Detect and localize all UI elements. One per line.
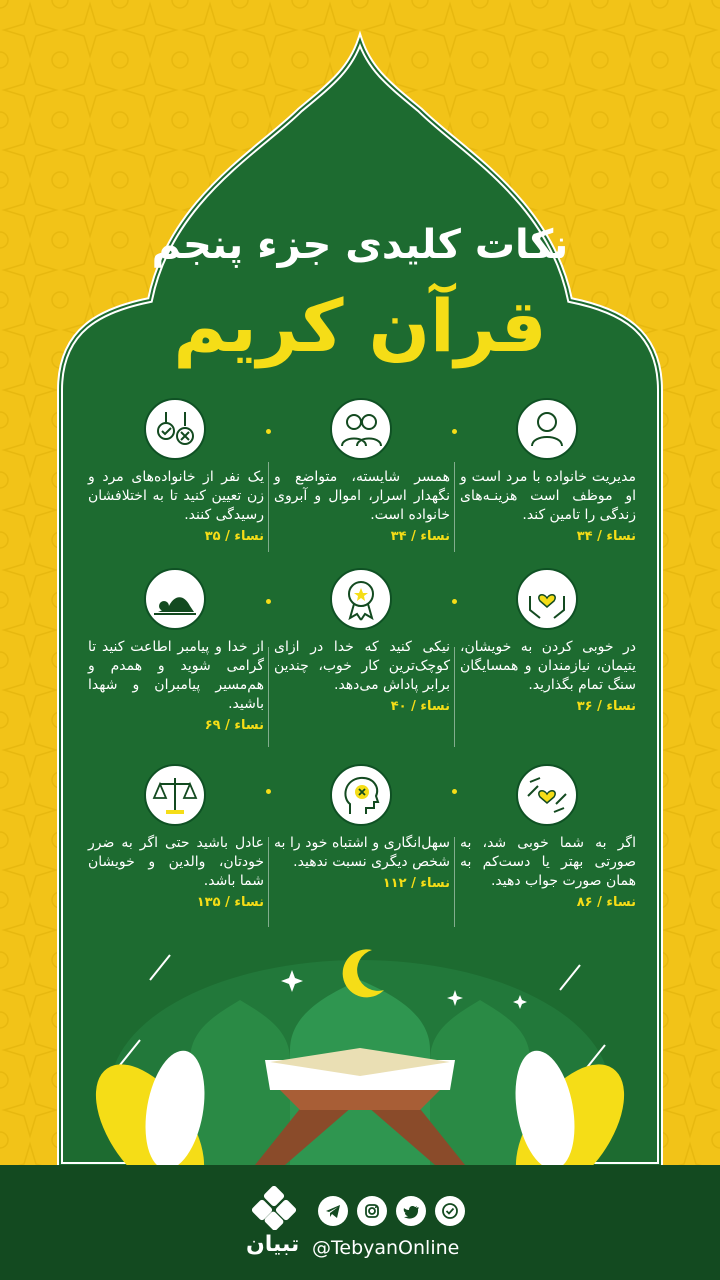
page-title: نکات کلیدی جزء پنجم bbox=[151, 222, 569, 268]
tip-text: همسر شایسته، متواضع و نگهدار اسرار، اموال و آبروی خانواده است. نساء / ۳۴ bbox=[274, 469, 450, 544]
man-icon bbox=[516, 398, 578, 460]
tip-text: عادل باشید حتی اگر به ضرر خودتان، والدین و خویشان شما باشد. نساء / ۱۳۵ bbox=[88, 835, 264, 910]
check-badge-icon[interactable] bbox=[435, 1196, 465, 1226]
tip-reference: نساء / ۳۵ bbox=[204, 529, 264, 544]
tip-card bbox=[270, 398, 456, 578]
telegram-icon[interactable] bbox=[318, 1196, 348, 1226]
couple-icon bbox=[330, 398, 392, 460]
tip-card bbox=[84, 398, 270, 578]
tip-reference: نساء / ۱۱۲ bbox=[382, 876, 450, 891]
tebyan-logo-icon bbox=[252, 1186, 296, 1230]
hands-heart-icon bbox=[516, 568, 578, 630]
tip-text: در خوبی کردن به خویشان، یتیمان، نیازمندان و همسایگان سنگ تمام بگذارید. نساء / ۳۶ bbox=[460, 639, 636, 714]
head-mistake-icon bbox=[330, 764, 392, 826]
tip-text: مدیریت خانواده با مرد است و او موظف است هزینـه‌های زندگی را تامین کند. نساء / ۳۴ bbox=[460, 469, 636, 544]
social-handle[interactable]: @TebyanOnline bbox=[312, 1237, 460, 1259]
tip-card bbox=[84, 764, 270, 944]
prayer-prostration-icon bbox=[144, 568, 206, 630]
instagram-icon[interactable] bbox=[357, 1196, 387, 1226]
tip-reference: نساء / ۱۳۵ bbox=[196, 895, 264, 910]
tip-reference: نساء / ۳۴ bbox=[576, 529, 636, 544]
tip-card bbox=[84, 568, 270, 748]
award-medal-icon bbox=[330, 568, 392, 630]
tip-card bbox=[456, 398, 642, 578]
tip-reference: نساء / ۴۰ bbox=[390, 699, 450, 714]
brand-name: تبیان bbox=[246, 1232, 300, 1257]
twitter-icon[interactable] bbox=[396, 1196, 426, 1226]
tip-card bbox=[456, 568, 642, 748]
tip-text: یک نفر از خانواده‌های مرد و زن تعیین کنید تا به اختلافشان رسیدگی کنند. نساء / ۳۵ bbox=[88, 469, 264, 544]
judge-arbitration-icon bbox=[144, 398, 206, 460]
tip-text: سهل‌انگاری و اشتباه خود را به شخص دیگری نسبت ندهید. نساء / ۱۱۲ bbox=[274, 835, 450, 891]
tip-text: نیکی کنید که خدا در ازای کوچک‌ترین کار خوب، چندین برابر پاداش می‌دهد. نساء / ۴۰ bbox=[274, 639, 450, 714]
tip-text: اگر به شما خوبی شد، به صورتی بهتر یا دست‌کم به همان صورت جواب دهید. نساء / ۸۶ bbox=[460, 835, 636, 910]
tip-reference: نساء / ۳۴ bbox=[390, 529, 450, 544]
page-subtitle: قرآن کریم bbox=[173, 284, 547, 368]
heart-exchange-icon bbox=[516, 764, 578, 826]
tip-reference: نساء / ۶۹ bbox=[204, 718, 264, 733]
tip-card bbox=[270, 568, 456, 748]
tips-grid bbox=[80, 392, 640, 932]
justice-scale-icon bbox=[144, 764, 206, 826]
tip-card bbox=[456, 764, 642, 944]
tip-reference: نساء / ۳۶ bbox=[576, 699, 636, 714]
tip-reference: نساء / ۸۶ bbox=[576, 895, 636, 910]
tip-card bbox=[270, 764, 456, 944]
tip-text: از خدا و پیامبر اطاعت کنید تا گرامی شوید و همدم و هم‌مسیر پیامبران و شهدا باشید. نساء / ۶۹ bbox=[88, 639, 264, 733]
